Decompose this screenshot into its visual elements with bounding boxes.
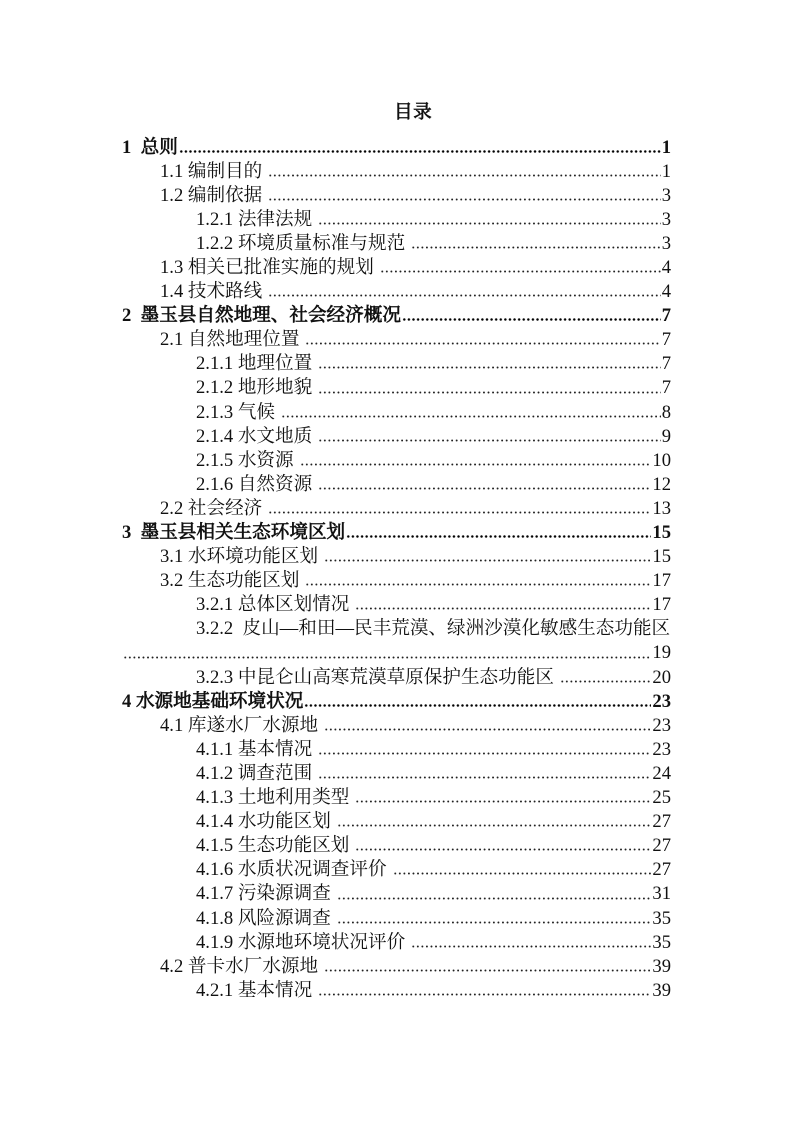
toc-entry-subsection[interactable] [122,979,671,1003]
toc-entry-page: 15 [652,522,671,543]
toc-entry-title: 4.1.1 基本情况 [196,738,313,760]
toc-entry-title: 3.2.2 皮山—和田—民丰荒漠、绿洲沙漠化敏感生态功能区 [196,618,671,640]
toc-entry-title: 4.1 库遂水厂水源地 [160,714,319,736]
toc-entry-subsection[interactable] [122,232,671,256]
toc-entry-page: 3 [661,184,671,206]
table-of-contents [122,136,671,1003]
dot-leader [380,256,661,280]
toc-entry-subsection[interactable] [122,401,671,425]
toc-entry-section[interactable] [122,714,671,738]
toc-entry-subsection[interactable] [122,617,671,641]
dot-leader [318,352,660,376]
toc-entry-subsection[interactable] [122,762,671,786]
toc-entry-page: 17 [652,570,671,592]
toc-entry-title: 3.2.1 总体区划情况 [196,594,350,616]
toc-entry-subsection[interactable] [122,907,671,931]
dot-leader [355,593,651,617]
toc-entry-subsection[interactable] [122,882,671,906]
toc-entry-page: 35 [652,907,671,929]
toc-entry-page: 3 [661,208,671,230]
dot-leader [324,714,651,738]
toc-entry-page: 27 [652,835,671,857]
dot-leader [318,738,651,762]
toc-entry-page: 7 [661,353,671,375]
toc-entry-title: 3.2.3 中昆仑山高寒荒漠草原保护生态功能区 [196,666,554,688]
dot-leader [305,569,651,593]
toc-entry-subsection[interactable] [122,208,671,232]
toc-entry-page: 39 [652,979,671,1001]
toc-entry-page: 4 [661,281,671,303]
toc-entry-page: 24 [652,762,671,784]
toc-entry-page: 23 [652,690,671,712]
dot-leader [411,931,651,955]
toc-entry-chapter[interactable] [122,136,671,160]
toc-entry-title: 4.1.3 土地利用类型 [196,787,350,809]
dot-leader [318,425,660,449]
toc-entry-page: 17 [652,594,671,616]
toc-entry-subsection[interactable] [122,786,671,810]
toc-entry-subsection[interactable] [122,593,671,617]
dot-leader [337,810,652,834]
toc-entry-page: 35 [652,931,671,953]
toc-entry-page: 13 [652,497,671,519]
toc-entry-section[interactable] [122,497,671,521]
toc-entry-title: 2.2 社会经济 [160,497,263,519]
toc-entry-page: 12 [652,473,671,495]
toc-entry-page: 7 [661,377,671,399]
dot-leader [318,979,651,1003]
toc-entry-title: 4.1.6 水质状况调查评价 [196,859,387,881]
toc-entry-title: 1.4 技术路线 [160,281,263,303]
dot-leader [411,232,661,256]
toc-entry-page: 31 [652,883,671,905]
dot-leader [318,376,660,400]
toc-entry-page: 20 [652,666,671,688]
dot-leader [324,545,651,569]
dot-leader [318,473,651,497]
toc-entry-section[interactable] [122,955,671,979]
toc-entry-title: 3.1 水环境功能区划 [160,546,319,568]
toc-entry-page: 1 [661,136,671,158]
toc-entry-title: 1 总则 [122,136,178,158]
toc-entry-title: 2.1.6 自然资源 [196,473,313,495]
dot-leader [179,136,661,160]
dot-leader [268,497,651,521]
toc-entry-chapter[interactable] [122,690,671,714]
toc-entry-title: 1.3 相关已批准实施的规划 [160,256,374,278]
toc-entry-subsection[interactable] [122,738,671,762]
toc-entry-section[interactable] [122,569,671,593]
dot-leader [355,786,651,810]
dot-leader [346,521,651,545]
toc-title: 目录 [394,101,433,122]
toc-entry-title: 4.2.1 基本情况 [196,979,313,1001]
toc-entry-page: 1 [661,160,671,182]
toc-entry-title: 4.2 普卡水厂水源地 [160,955,319,977]
toc-entry-title: 1.1 编制目的 [160,160,263,182]
toc-entry-title: 2.1.1 地理位置 [196,353,313,375]
toc-entry-page: 3 [661,232,671,254]
toc-entry-subsection[interactable] [122,666,671,690]
dot-leader [560,666,651,690]
toc-entry-title: 3 墨玉县相关生态环境区划 [122,522,346,543]
toc-entry-title: 2 墨玉县自然地理、社会经济概况 [122,305,401,327]
toc-entry-section[interactable] [122,328,671,352]
dot-leader [393,858,652,882]
dot-leader [123,641,651,665]
toc-entry-subsection[interactable] [122,352,671,376]
toc-entry-chapter[interactable] [122,304,671,328]
toc-entry-page: 19 [652,642,671,664]
toc-entry-title: 1.2.1 法律法规 [196,208,313,230]
toc-entry-page: 7 [661,305,671,327]
toc-entry-page: 23 [652,714,671,736]
toc-entry-title: 4.1.4 水功能区划 [196,811,331,833]
toc-entry-title: 2.1.5 水资源 [196,449,294,471]
toc-entry-title: 2.1.3 气候 [196,401,276,423]
toc-entry-subsection[interactable] [122,931,671,955]
dot-leader [318,208,660,232]
toc-entry-title: 3.2 生态功能区划 [160,570,300,592]
toc-entry-title: 1.2 编制依据 [160,184,263,206]
dot-leader [337,907,652,931]
toc-entry-title: 4.1.7 污染源调查 [196,883,331,905]
toc-entry-page: 10 [652,449,671,471]
toc-entry-page: 25 [652,787,671,809]
toc-entry-page: 9 [661,425,671,447]
toc-entry-continuation[interactable] [122,641,671,665]
toc-entry-title: 2.1 自然地理位置 [160,329,300,351]
toc-entry-subsection[interactable] [122,473,671,497]
toc-entry-section[interactable] [122,160,671,184]
toc-entry-page: 7 [661,329,671,351]
toc-entry-subsection[interactable] [122,810,671,834]
toc-entry-chapter[interactable] [122,521,671,545]
toc-entry-page: 27 [652,811,671,833]
dot-leader [268,160,660,184]
toc-entry-page: 15 [652,546,671,568]
toc-entry-section[interactable] [122,256,671,280]
toc-entry-title: 1.2.2 环境质量标准与规范 [196,232,406,254]
dot-leader [318,762,651,786]
dot-leader [324,955,651,979]
toc-entry-page: 4 [661,256,671,278]
dot-leader [268,184,660,208]
toc-entry-subsection[interactable] [122,376,671,400]
toc-entry-title: 4.1.9 水源地环境状况评价 [196,931,406,953]
toc-entry-page: 27 [652,859,671,881]
dot-leader [300,449,652,473]
toc-entry-subsection[interactable] [122,834,671,858]
dot-leader [402,304,661,328]
dot-leader [337,882,652,906]
dot-leader [304,690,651,714]
toc-entry-title: 4.1.5 生态功能区划 [196,835,350,857]
toc-entry-title: 4 水源地基础环境状况 [122,690,304,712]
toc-entry-title: 2.1.4 水文地质 [196,425,313,447]
toc-entry-page: 23 [652,738,671,760]
toc-entry-section[interactable] [122,280,671,304]
toc-entry-section[interactable] [122,184,671,208]
dot-leader [305,328,660,352]
toc-entry-subsection[interactable] [122,425,671,449]
dot-leader [355,834,651,858]
toc-entry-subsection[interactable] [122,858,671,882]
toc-entry-page: 8 [661,401,671,423]
toc-entry-section[interactable] [122,545,671,569]
toc-entry-title: 4.1.8 风险源调查 [196,907,331,929]
toc-entry-subsection[interactable] [122,449,671,473]
toc-entry-title: 2.1.2 地形地貌 [196,377,313,399]
dot-leader [281,401,661,425]
toc-entry-title: 4.1.2 调查范围 [196,762,313,784]
dot-leader [268,280,660,304]
toc-entry-page: 39 [652,955,671,977]
